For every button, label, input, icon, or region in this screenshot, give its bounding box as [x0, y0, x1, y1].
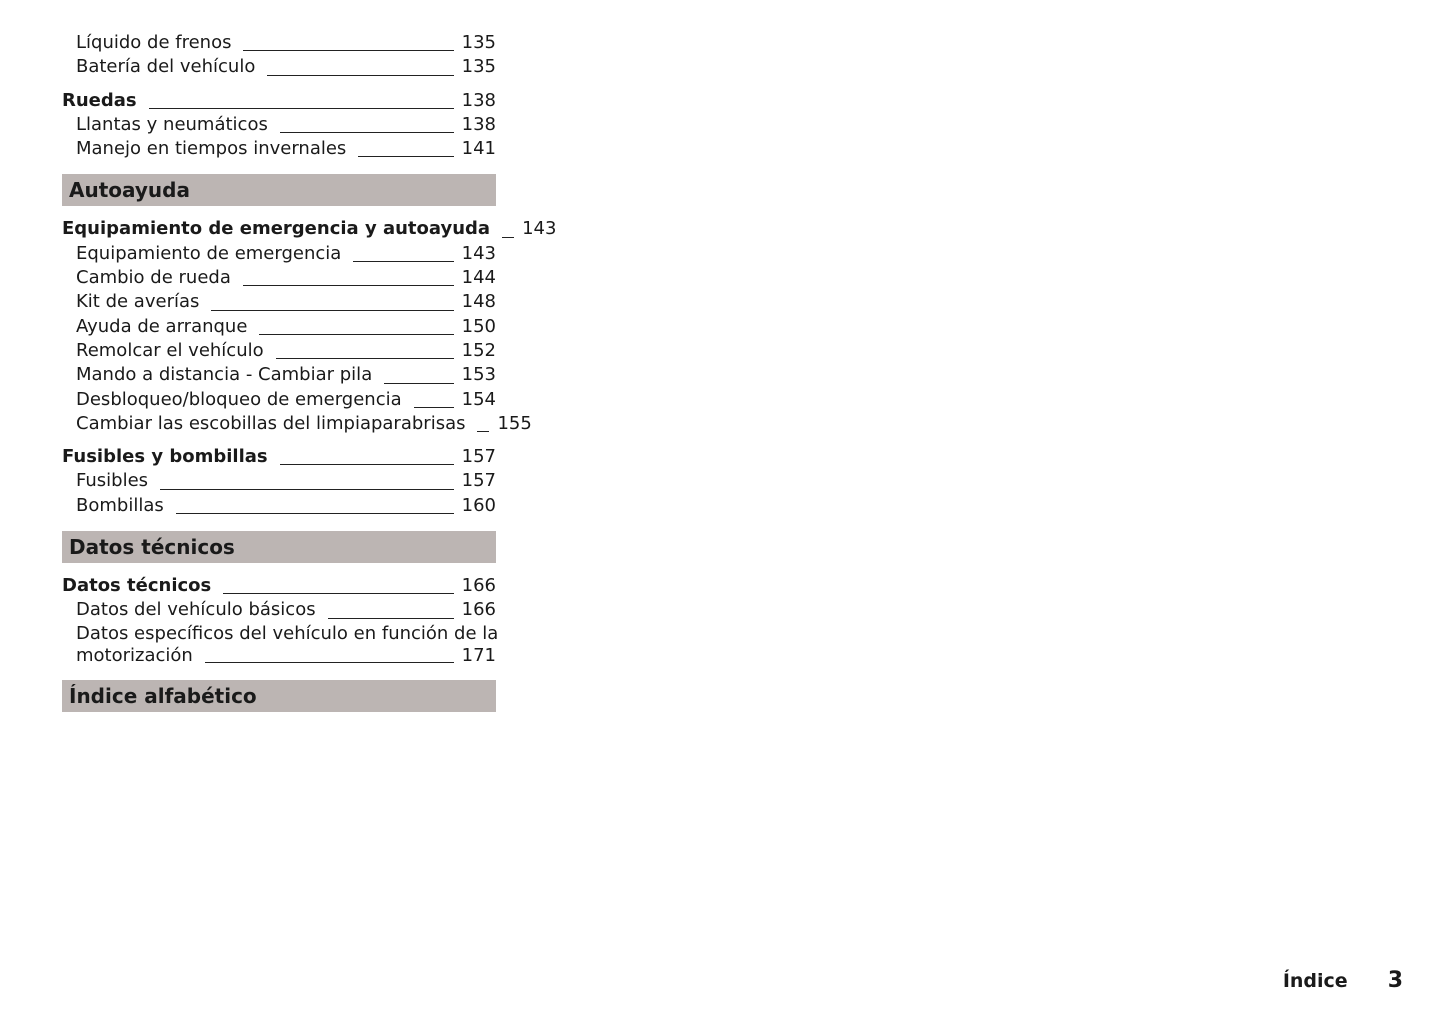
- toc-entry[interactable]: [62, 242, 496, 266]
- toc-chapter-page: 143: [522, 218, 557, 240]
- toc-group-emergencia: [62, 217, 557, 436]
- toc-chapter-page: 157: [461, 446, 496, 468]
- page-footer: [1283, 968, 1403, 993]
- toc-entry[interactable]: [62, 339, 496, 363]
- toc-entry-label: Remolcar el vehículo: [76, 339, 264, 361]
- toc-entry[interactable]: [62, 469, 496, 493]
- toc-leader-line: [211, 310, 453, 311]
- footer-page-number: 3: [1387, 968, 1403, 993]
- toc-entry[interactable]: [62, 266, 496, 290]
- toc-leader-line: [176, 513, 454, 514]
- toc-group-datos: [62, 574, 499, 667]
- toc-chapter-label: Datos técnicos: [62, 575, 212, 597]
- toc-leader-line: [276, 358, 454, 359]
- toc-entry[interactable]: [62, 315, 496, 339]
- toc-entry-page: 135: [461, 56, 496, 78]
- toc-chapter-label: Equipamiento de emergencia y autoayuda: [62, 218, 491, 240]
- toc-entry-page: 152: [461, 339, 496, 361]
- toc-entry-label: Equipamiento de emergencia: [76, 242, 342, 264]
- toc-entry[interactable]: [62, 137, 496, 161]
- toc-entry-label: Desbloqueo/bloqueo de emergencia: [76, 388, 402, 410]
- toc-chapter-page: 138: [461, 89, 496, 111]
- toc-leader-line: [353, 261, 453, 262]
- toc-entry-page: 166: [461, 599, 496, 621]
- toc-group-ruedas: [62, 89, 496, 162]
- toc-leader-line: [205, 662, 454, 663]
- toc-entry-page: 153: [461, 364, 496, 386]
- toc-entry[interactable]: [62, 55, 496, 79]
- toc-leader-line: [328, 618, 454, 619]
- toc-leader-line: [223, 593, 453, 594]
- toc-leader-line: [160, 489, 454, 490]
- toc-leader-line: [243, 50, 453, 51]
- toc-entry-page: 141: [461, 138, 496, 160]
- toc-group-fusibles: [62, 445, 496, 518]
- toc-entry[interactable]: [62, 598, 496, 622]
- toc-entry-label: Fusibles: [76, 470, 149, 492]
- section-header-autoayuda[interactable]: Autoayuda: [62, 174, 496, 206]
- toc-entry[interactable]: [62, 113, 496, 137]
- toc-leader-line: [280, 132, 454, 133]
- toc-entry-label: Manejo en tiempos invernales: [76, 138, 347, 160]
- toc-entry-label: Mando a distancia - Cambiar pila: [76, 364, 373, 386]
- toc-entry-page: 144: [461, 267, 496, 289]
- toc-leader-line: [280, 464, 454, 465]
- footer-section-label: Índice: [1282, 970, 1348, 992]
- toc-entry-page: 150: [461, 315, 496, 337]
- section-header-indice-alfabetico[interactable]: Índice alfabético: [62, 680, 496, 712]
- toc-chapter-label: Fusibles y bombillas: [62, 446, 268, 468]
- toc-entry-label: Batería del vehículo: [76, 56, 256, 78]
- toc-entry[interactable]: [62, 290, 496, 314]
- toc-entry-label: Ayuda de arranque: [76, 315, 248, 337]
- toc-leader-line: [502, 237, 514, 238]
- toc-leader-line: [243, 285, 454, 286]
- toc-entry-page: 138: [461, 113, 496, 135]
- toc-entry[interactable]: [62, 388, 496, 412]
- toc-leader-line: [259, 334, 453, 335]
- toc-entry[interactable]: [62, 31, 496, 55]
- toc-chapter-entry[interactable]: [62, 445, 496, 469]
- toc-entry-page: 135: [461, 32, 496, 53]
- toc-leader-line: [358, 156, 453, 157]
- toc-leader-line: [414, 407, 454, 408]
- toc-entry-page: 160: [461, 494, 496, 516]
- toc-entry[interactable]: [62, 494, 496, 518]
- toc-entry-page: 148: [461, 291, 496, 313]
- toc-chapter-entry[interactable]: [62, 89, 496, 113]
- toc-entry-page: 154: [461, 388, 496, 410]
- toc-entry-page: 143: [461, 242, 496, 264]
- section-header-datos-tecnicos[interactable]: Datos técnicos: [62, 531, 496, 563]
- toc-entry-label: Datos del vehículo básicos: [76, 599, 316, 621]
- toc-entry-label-line2: motorización: [76, 644, 193, 666]
- toc-entry-label: Cambio de rueda: [76, 267, 231, 289]
- toc-chapter-page: 166: [461, 575, 496, 597]
- toc-group-frenos-bateria: [62, 31, 496, 80]
- table-of-contents: [62, 31, 557, 723]
- toc-entry-page: 171: [461, 644, 496, 666]
- toc-entry-page: 155: [497, 412, 532, 434]
- toc-leader-line: [384, 383, 453, 384]
- toc-chapter-entry[interactable]: [62, 574, 496, 598]
- toc-entry-label: Bombillas: [76, 494, 164, 516]
- toc-chapter-label: Ruedas: [62, 89, 137, 111]
- toc-entry-label-line1: Datos específicos del vehículo en función de la: [76, 622, 499, 644]
- toc-leader-line: [267, 75, 453, 76]
- toc-entry-label: Cambiar las escobillas del limpiaparabrisas: [76, 412, 466, 434]
- toc-leader-line: [149, 108, 454, 109]
- toc-chapter-entry[interactable]: [62, 217, 557, 241]
- toc-entry-wrapped[interactable]: [62, 622, 499, 667]
- toc-leader-line: [477, 431, 489, 432]
- toc-entry-label: Llantas y neumáticos: [76, 113, 268, 135]
- toc-entry-label: Kit de averías: [76, 291, 200, 313]
- toc-entry[interactable]: [62, 412, 532, 436]
- toc-entry[interactable]: [62, 363, 496, 387]
- toc-entry-label: Líquido de frenos: [76, 32, 232, 53]
- toc-entry-page: 157: [461, 470, 496, 492]
